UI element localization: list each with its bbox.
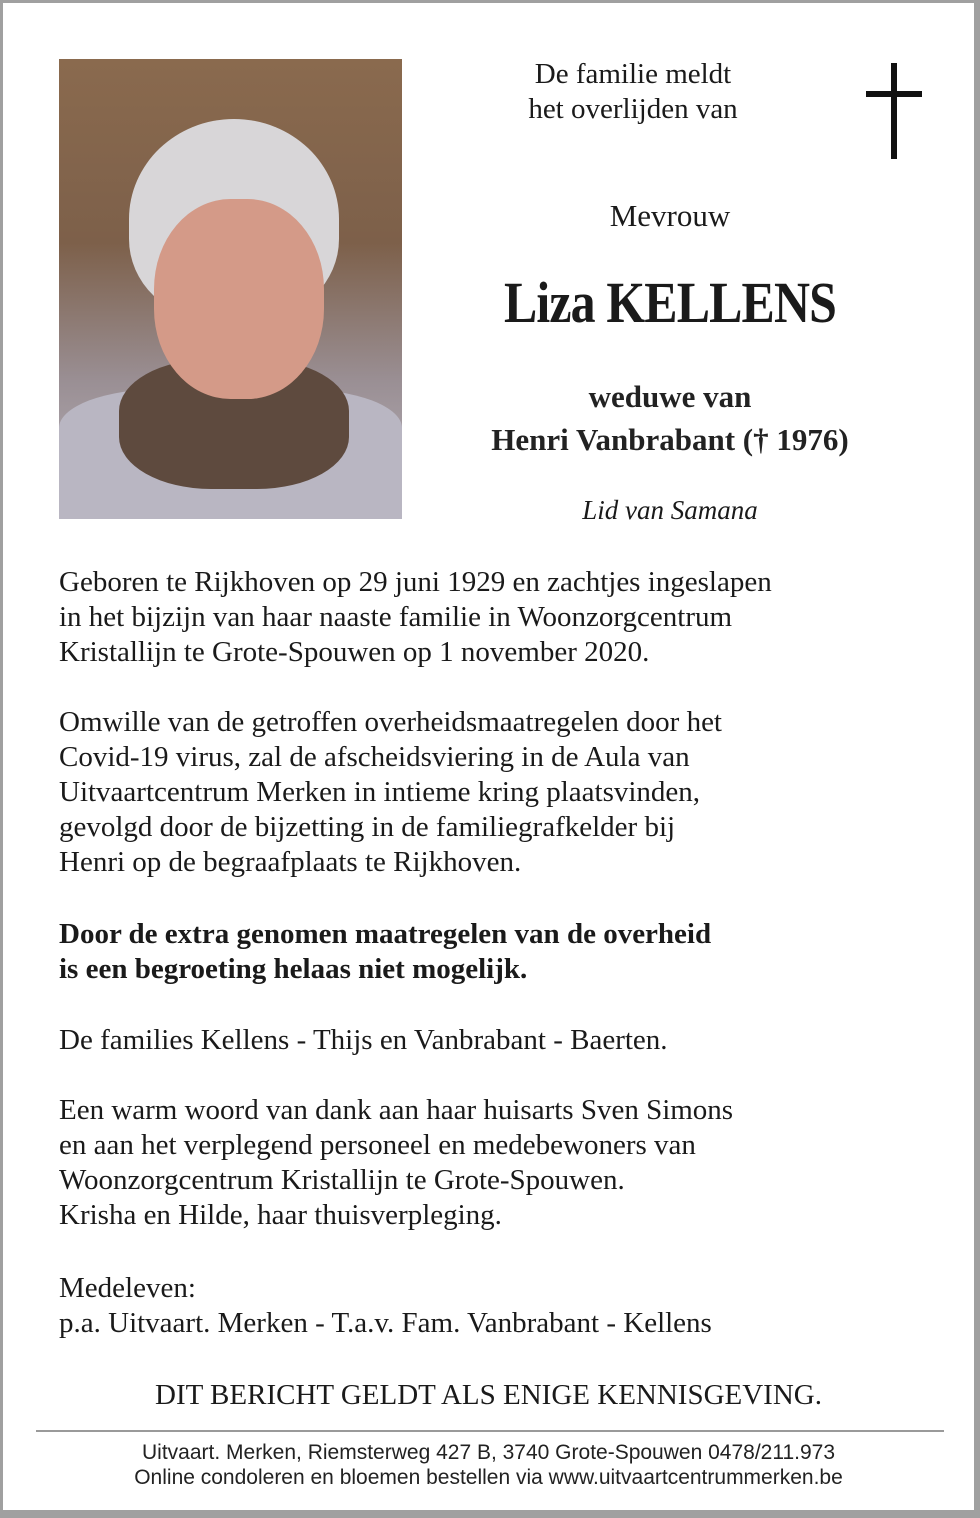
widow-line: weduwe van bbox=[588, 379, 752, 414]
text-line: Covid-19 virus, zal de afscheidsviering in de Aula van bbox=[59, 741, 690, 773]
text-line: Uitvaartcentrum Merken in intieme kring plaatsvinden, bbox=[59, 776, 701, 808]
paragraph-ceremony bbox=[59, 705, 722, 880]
text-line: Omwille van de getroffen overheidsmaatregelen door het bbox=[59, 706, 722, 738]
text-line: Medeleven: bbox=[59, 1272, 196, 1304]
intro-line: het overlijden van bbox=[528, 93, 738, 125]
membership: Lid van Samana bbox=[582, 495, 758, 525]
text-line: is een begroeting helaas niet mogelijk. bbox=[59, 953, 528, 985]
paragraph-no-visitation bbox=[59, 917, 711, 987]
text-line: in het bijzijn van haar naaste familie in Woonzorgcentrum bbox=[59, 601, 733, 633]
text-line: Henri op de begraafplaats te Rijkhoven. bbox=[59, 846, 522, 878]
text-line: Kristallijn te Grote-Spouwen op 1 november 2020. bbox=[59, 636, 650, 668]
text-line: gevolgd door de bijzetting in de familiegrafkelder bij bbox=[59, 811, 676, 843]
deceased-name: Liza KELLENS bbox=[503, 270, 836, 335]
spouse-name: Henri Vanbrabant († 1976) bbox=[491, 422, 849, 457]
widow-of bbox=[420, 375, 920, 461]
cross-icon bbox=[866, 63, 922, 159]
text-line: Geboren te Rijkhoven op 29 juni 1929 en zachtjes ingeslapen bbox=[59, 566, 772, 598]
paragraph-condolences bbox=[59, 1271, 712, 1341]
text-line: p.a. Uitvaart. Merken - T.a.v. Fam. Vanbrabant - Kellens bbox=[59, 1307, 712, 1339]
paragraph-thanks bbox=[59, 1093, 733, 1233]
intro-text bbox=[433, 57, 833, 127]
title: Mevrouw bbox=[609, 198, 731, 233]
footer-address: Uitvaart. Merken, Riemsterweg 427 B, 3740 Grote-Spouwen 0478/211.973 bbox=[142, 1441, 835, 1464]
paragraph-birth-death bbox=[59, 565, 772, 670]
footer-website: Online condoleren en bloemen bestellen via www.uitvaartcentrummerken.be bbox=[134, 1466, 843, 1489]
divider bbox=[36, 1430, 944, 1432]
paragraph-families: De families Kellens - Thijs en Vanbrabant - Baerten. bbox=[59, 1024, 668, 1056]
intro-line: De familie meldt bbox=[534, 58, 732, 90]
text-line: Door de extra genomen maatregelen van de overheid bbox=[59, 918, 712, 950]
text-line: Woonzorgcentrum Kristallijn te Grote-Spouwen. bbox=[59, 1164, 625, 1196]
text-line: Een warm woord van dank aan haar huisarts Sven Simons bbox=[59, 1094, 734, 1126]
portrait-photo bbox=[59, 59, 402, 519]
text-line: en aan het verplegend personeel en medebewoners van bbox=[59, 1129, 696, 1161]
notice: DIT BERICHT GELDT ALS ENIGE KENNISGEVING. bbox=[155, 1379, 822, 1411]
text-line: Krisha en Hilde, haar thuisverpleging. bbox=[59, 1199, 502, 1231]
obituary-card bbox=[3, 3, 974, 1510]
